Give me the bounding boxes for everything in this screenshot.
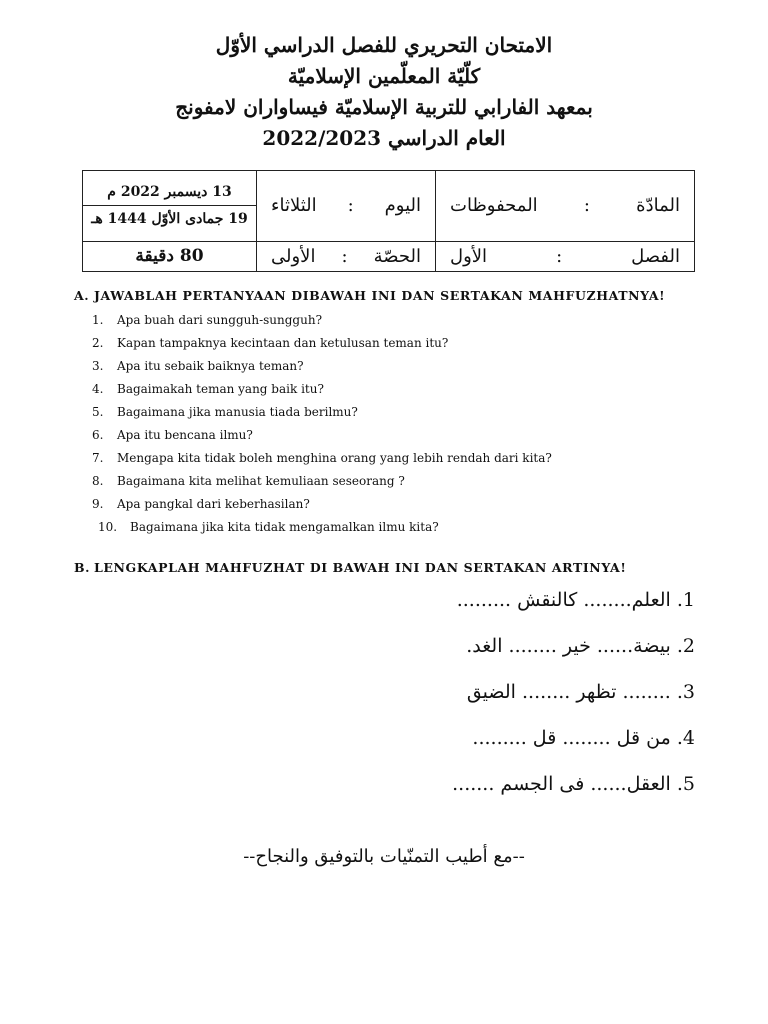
question-number: 10. [98, 520, 118, 534]
mahfuzhat-item: 5. العقل...... فى الجسم ....... [452, 773, 695, 795]
closing-wishes: --مع أطيب التمنّيات بالتوفيق والنجاح-- [243, 846, 525, 867]
class-cell [436, 241, 695, 271]
question-text: Bagaimana jika kita tidak mengamalkan ilmu kita? [130, 520, 439, 534]
question-number: 7. [92, 451, 104, 465]
header-line-3: بمعهد الفارابي للتربية الإسلاميّة فيساواران لامفونج [175, 95, 593, 119]
question-item [92, 470, 552, 493]
subject-cell [436, 171, 695, 242]
mahfuzhat-item: 1. العلم........ كالنقش ......... [456, 589, 695, 611]
section-b-letter: B. [74, 560, 91, 575]
question-item [92, 424, 552, 447]
mahfuzhat-item: 4. من قل ........ قل ......... [472, 727, 695, 749]
question-item [92, 401, 552, 424]
session-cell [257, 241, 436, 271]
exam-info-table [82, 170, 695, 272]
question-number: 8. [92, 474, 104, 488]
question-text: Bagaimana kita melihat kemuliaan seseorang ? [117, 474, 405, 488]
question-text: Mengapa kita tidak boleh menghina orang yang lebih rendah dari kita? [117, 451, 552, 465]
header-line-1: الامتحان التحريري للفصل الدراسي الأوّل [215, 33, 553, 57]
mahfuzhat-item: 3. ........ تظهر ........ الضيق [466, 681, 695, 703]
colon: : [341, 245, 348, 267]
colon: : [556, 245, 563, 267]
day-cell [257, 171, 436, 242]
question-number: 4. [92, 382, 104, 396]
question-number: 5. [92, 405, 104, 419]
section-b-item-list [452, 585, 695, 815]
mahfuzhat-item: 2. بيضة...... خير ........ الغد. [466, 635, 695, 657]
day-label: اليوم [384, 195, 421, 217]
question-number: 3. [92, 359, 104, 373]
question-item [92, 332, 552, 355]
subject-value: المحفوظات [450, 195, 538, 217]
question-item [92, 493, 552, 516]
section-a-question-list [92, 309, 552, 539]
question-item [92, 447, 552, 470]
question-number: 2. [92, 336, 104, 350]
colon: : [347, 195, 354, 217]
question-text: Bagaimana jika manusia tiada berilmu? [117, 405, 358, 419]
question-item [92, 355, 552, 378]
date-hijri: 19 جمادى الأوّل 1444 هـ [91, 211, 248, 228]
question-text: Apa pangkal dari keberhasilan? [117, 497, 310, 511]
header-line-4: العام الدراسي 2022/2023 [262, 126, 506, 150]
subject-label: المادّة [636, 195, 680, 217]
question-item [92, 378, 552, 401]
exam-header [0, 30, 768, 154]
question-text: Apa itu sebaik baiknya teman? [117, 359, 304, 373]
section-a-heading: JAWABLAH PERTANYAAN DIBAWAH INI DAN SERTAKAN MAHFUZHATNYA! [94, 288, 666, 303]
question-text: Apa buah dari sungguh-sungguh? [117, 313, 323, 327]
section-a-letter: A. [74, 288, 90, 303]
question-text: Bagaimakah teman yang baik itu? [117, 382, 324, 396]
section-b-heading: LENGKAPLAH MAHFUZHAT DI BAWAH INI DAN SERTAKAN ARTINYA! [94, 560, 627, 575]
date-gregorian: 13 ديسمبر 2022 م [83, 180, 256, 206]
class-label: الفصل [631, 245, 680, 267]
duration-cell: 80 دقيقة [83, 241, 257, 271]
class-value: الأول [450, 245, 488, 267]
section-b-title [74, 560, 626, 575]
colon: : [583, 195, 590, 217]
question-text: Kapan tampaknya kecintaan dan ketulusan teman itu? [117, 336, 449, 350]
session-label: الحصّة [373, 245, 421, 267]
question-number: 1. [92, 313, 104, 327]
question-item [92, 309, 552, 332]
day-value: الثلاثاء [271, 195, 317, 217]
question-number: 6. [92, 428, 104, 442]
session-value: الأولى [271, 245, 316, 267]
question-item [92, 516, 552, 539]
question-number: 9. [92, 497, 104, 511]
question-text: Apa itu bencana ilmu? [117, 428, 253, 442]
header-line-2: كلّيّة المعلّمين الإسلاميّة [287, 64, 481, 88]
date-cell [83, 171, 257, 242]
section-a-title [74, 288, 665, 303]
